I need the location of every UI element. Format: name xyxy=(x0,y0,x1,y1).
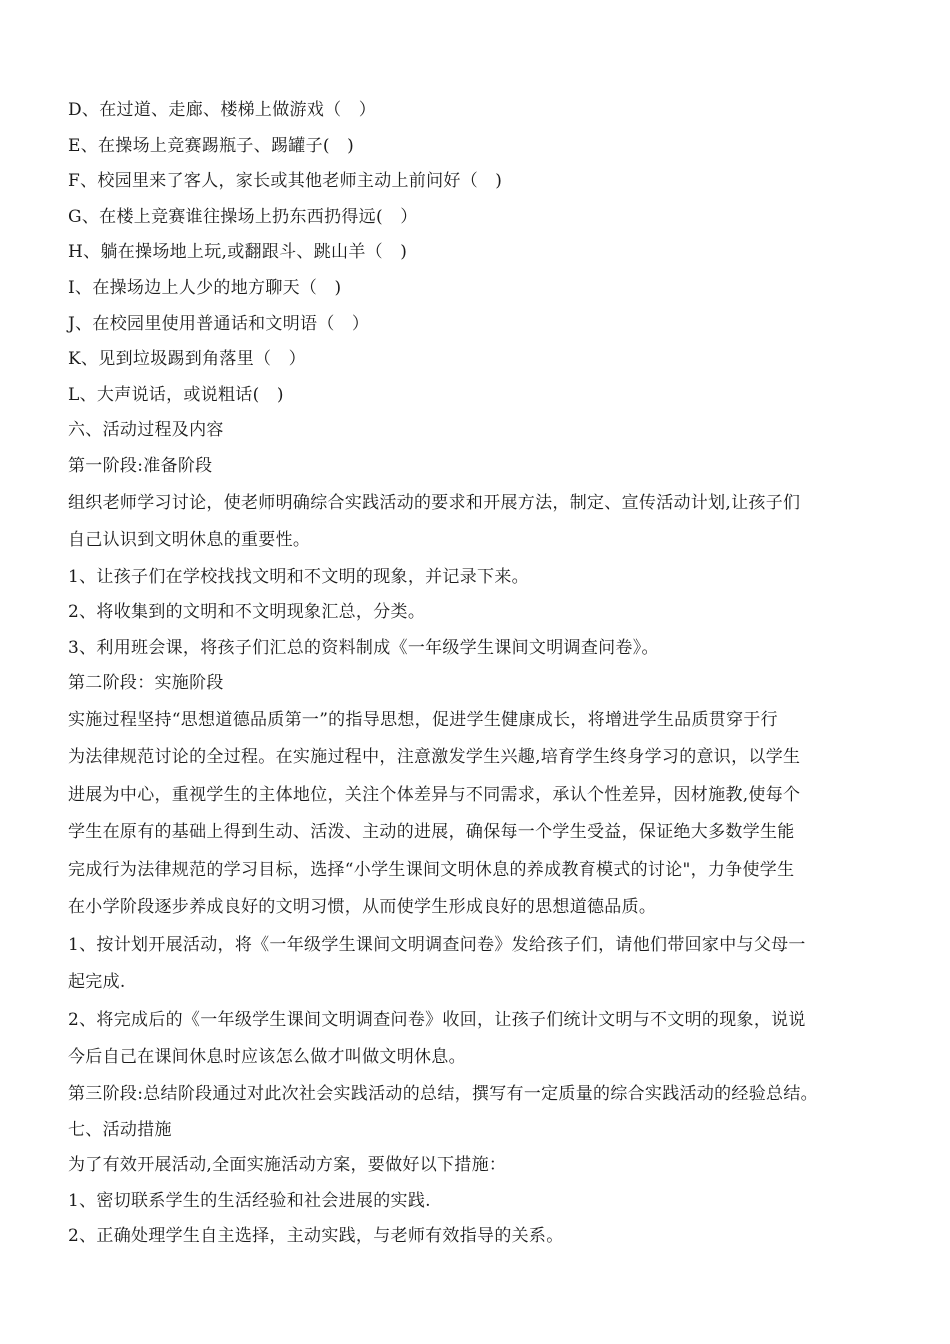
stage-2-step-1-line: 起完成. xyxy=(68,972,126,993)
stage-2-intro-line: 在小学阶段逐步养成良好的文明习惯，从而使学生形成良好的思想道德品质。 xyxy=(68,897,657,918)
stage-1-intro-line: 组织老师学习讨论，使老师明确综合实践活动的要求和开展方法，制定、宣传活动计划,让孩子们 xyxy=(68,492,801,513)
stage-2-intro-line: 实施过程坚持“思想道德品质第一”的指导思想，促进学生健康成长，将增进学生品质贯穿于行 xyxy=(68,709,778,730)
stage-2-intro xyxy=(68,702,886,927)
stage-1-intro xyxy=(68,485,886,560)
stage-2-intro-line: 进展为中心，重视学生的主体地位，关注个体差异与不同需求，承认个性差异，因材施教,使每个 xyxy=(68,784,801,805)
stage-1-step-1: 1、让孩子们在学校找找文明和不文明的现象，并记录下来。 xyxy=(68,566,529,587)
stage-2-step-2-line: 今后自己在课间休息时应该怎么做才叫做文明休息。 xyxy=(68,1047,466,1068)
survey-item-e: E、在操场上竞赛踢瓶子、踢罐子( ) xyxy=(68,135,355,156)
stage-2-title: 第二阶段：实施阶段 xyxy=(68,673,224,694)
survey-item-l: L、大声说话，或说粗话( ) xyxy=(68,384,284,405)
survey-item-g: G、在楼上竞赛谁往操场上扔东西扔得远( ） xyxy=(68,206,418,227)
survey-item-f: F、校园里来了客人，家长或其他老师主动上前问好（ ) xyxy=(68,171,503,192)
stage-1-title: 第一阶段:准备阶段 xyxy=(68,455,213,476)
survey-item-k: K、见到垃圾踢到角落里（ ） xyxy=(68,349,306,370)
stage-1-step-2: 2、将收集到的文明和不文明现象汇总，分类。 xyxy=(68,602,426,623)
survey-item-d: D、在过道、走廊、楼梯上做游戏（ ） xyxy=(68,100,377,120)
section-7-intro: 为了有效开展活动,全面实施活动方案，要做好以下措施： xyxy=(68,1155,507,1176)
survey-item-h: H、躺在操场地上玩,或翻跟斗、跳山羊（ ) xyxy=(68,242,408,263)
stage-2-step-2-line: 2、将完成后的《一年级学生课间文明调查问卷》收回，让孩子们统计文明与不文明的现象，说说 xyxy=(68,1009,806,1030)
section-6-heading: 六、活动过程及内容 xyxy=(68,420,224,441)
stage-1-intro-line: 自己认识到文明休息的重要性。 xyxy=(68,530,311,551)
stage-2-step-1-line: 1、按计划开展活动，将《一年级学生课间文明调查问卷》发给孩子们，请他们带回家中与父母一 xyxy=(68,934,806,955)
document-page xyxy=(68,93,886,1255)
measure-2: 2、正确处理学生自主选择，主动实践，与老师有效指导的关系。 xyxy=(68,1226,564,1247)
stage-2-step-2 xyxy=(68,1002,886,1077)
survey-item-j: J、在校园里使用普通话和文明语（ ） xyxy=(68,313,370,334)
stage-2-intro-line: 完成行为法律规范的学习目标，选择“小学生课间文明休息的养成教育模式的讨论"，力争使学生 xyxy=(68,859,795,880)
stage-2-step-1 xyxy=(68,927,886,1002)
section-7-heading: 七、活动措施 xyxy=(68,1119,172,1140)
stage-3-summary: 第三阶段:总结阶段通过对此次社会实践活动的总结，撰写有一定质量的综合实践活动的经验总结。 xyxy=(68,1083,818,1104)
stage-2-intro-line: 为法律规范讨论的全过程。在实施过程中，注意激发学生兴趣,培育学生终身学习的意识，以学生 xyxy=(68,747,801,768)
stage-1-step-3: 3、利用班会课，将孩子们汇总的资料制成《一年级学生课间文明调查问卷》。 xyxy=(68,637,659,658)
survey-item-i: I、在操场边上人少的地方聊天（ ) xyxy=(68,277,342,298)
survey-item-list xyxy=(68,93,886,413)
stage-2-intro-line: 学生在原有的基础上得到生动、活泼、主动的进展，确保每一个学生受益，保证绝大多数学生能 xyxy=(68,822,795,843)
measure-1: 1、密切联系学生的生活经验和社会进展的实践. xyxy=(68,1190,431,1211)
